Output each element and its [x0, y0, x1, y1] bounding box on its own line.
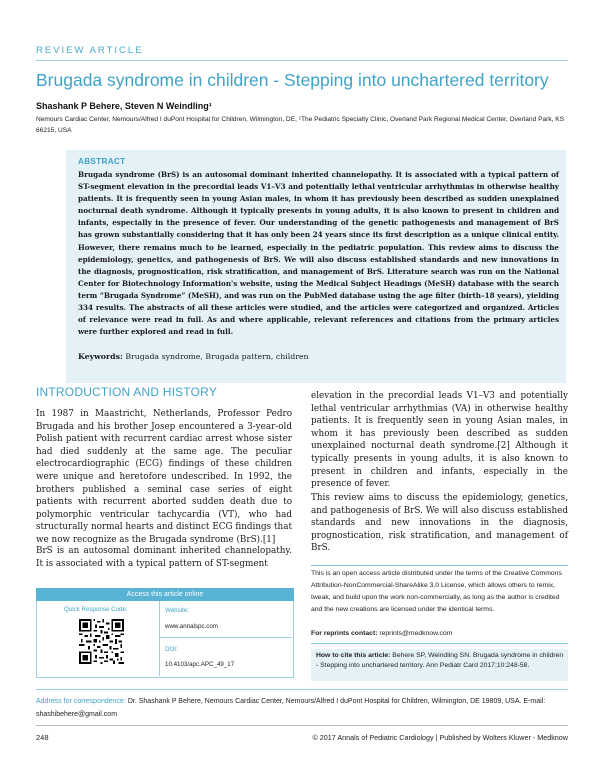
section-heading-introduction: INTRODUCTION AND HISTORY [36, 385, 218, 399]
reprints-email[interactable]: reprints@medknow.com [379, 630, 453, 637]
website-link[interactable]: www.annalspc.com [165, 623, 218, 630]
intro-paragraph-3: elevation in the precordial leads V1–V3 and potentially lethal ventricular arrhythmias (VA) in otherwise healthy patients. It is frequently seen in young Asian males, in whom it has previously been described as sudden unexplained nocturnal death syndrome.[2] Although it typically presents in young adults, it is also known to present in children and infants, especially in the presence of fever. [311, 391, 568, 490]
license-rule-top [311, 565, 568, 566]
intro-paragraph-1: In 1987 in Maastricht, Netherlands, Professor Pedro Brugada and his brother Josep encountered a 3-year-old Polish patient with recurrent cardiac arrest whose sister had died suddenly at the same age. The peculiar electrocardiographic (ECG) findings of these children were unique and heretofore undescribed. In 1992, the brothers published a seminal case series of eight patients with recurrent aborted sudden death due to polymorphic ventricular tachycardia (VT), who had structurally normal hearts and distinct ECG findings that we now recognize as the Brugada syndrome (BrS).[1] [36, 409, 292, 545]
license-text: This is an open access article distributed under the terms of the Creative Commons Attribution-NonCommercial-ShareAlike 3.0 License, which allows others to remix, tweak, and build upon the work non-commercially, as long as the author is credited and the new creations are licensed under the identical terms. [311, 570, 562, 613]
citation-text [316, 651, 566, 671]
doi-link[interactable]: 10.4103/apc.APC_49_17 [165, 661, 235, 668]
page-number: 248 [36, 733, 49, 742]
intro-paragraph-2: BrS is an autosomal dominant inherited channelopathy. It is associated with a typical pattern of ST-segment [36, 546, 292, 569]
footer-rule [36, 725, 568, 726]
license-rule-bottom [311, 643, 568, 644]
access-box-divider-horizontal [160, 637, 292, 638]
article-authors: Shashank P Behere, Steven N Weindling¹ [36, 101, 212, 111]
doi-label: DOI: [165, 646, 178, 653]
keywords-label: Keywords: [78, 352, 123, 361]
article-affiliations: Nemours Cardiac Center, Nemours/Alfred I duPont Hospital for Children, Wilmington, DE, ¹The Pediatric Specialty Clinic, Overland Park Regional Medical Center, Overland Park, KS 66215, USA [36, 116, 565, 135]
abstract-text: Brugada syndrome (BrS) is an autosomal dominant inherited channelopathy. It is associated with a typical pattern of ST-segment elevation in the precordial leads V1–V3 and potentially lethal ventricular arrhythmias in otherwise healthy patients. It is frequently seen in young Asian males, in whom it has previously been described as sudden unexplained nocturnal death syndrome. Although it typically presents in young adults, it is also known to present in children and infants, especially in the presence of fever. Our understanding of the genetic pathogenesis and management of BrS has grown substantially considering that it has only been 24 years since its first description as a unique clinical entity. However, there remains much to be learned, especially in the pediatric population. This review aims to discuss the epidemiology, genetics, and pathogenesis of BrS. We will also discuss established standards and new innovations in the diagnosis, prognostication, risk stratification, and management of BrS. Literature search was run on the National Center for Biotechnology Information's website, using the Medical Subject Headings (MeSH) database with the search term “Brugada Syndrome” (MeSH), and was run on the PubMed database using the age filter (birth–18 years), yielding 334 results. The abstracts of all these articles were studied, and the articles were categorized and organized. Articles of relevance were read in full. As and where applicable, relevant references and citations from the primary articles were further explored and read in full. [78, 170, 559, 337]
keywords-value: Brugada syndrome, Brugada pattern, children [125, 352, 309, 361]
article-title: Brugada syndrome in children - Stepping into unchartered territory [36, 70, 549, 90]
reprints-label: For reprints contact: [311, 630, 378, 637]
section-divider [36, 60, 568, 61]
website-label: Website: [165, 607, 189, 614]
section-tag: REVIEW ARTICLE [36, 45, 144, 56]
citation-label: How to cite this article: [316, 652, 391, 659]
qr-code-icon[interactable] [79, 619, 124, 664]
qr-code-label: Quick Response Code: [64, 606, 128, 613]
abstract-heading: ABSTRACT [78, 157, 126, 166]
intro-paragraph-4: This review aims to discuss the epidemiology, genetics, and pathogenesis of BrS. We will also discuss established standards and new innovations in the diagnosis, prognostication, risk stratification, and management of BrS. [311, 493, 568, 554]
reprints-line [311, 630, 568, 637]
access-article-heading: Access this article online [36, 588, 294, 601]
correspondence-label: Address for correspondence: [36, 698, 126, 705]
correspondence-rule [36, 689, 568, 690]
footer-publisher: © 2017 Annals of Pediatric Cardiology | Published by Wolters Kluwer - Medknow [312, 733, 568, 742]
citation-value: Behere SP, Weindling SN. Brugada syndrome in children - Stepping into unchartered territory. Ann Pediatr Card 2017;10:248-58. [316, 652, 564, 669]
keywords-line [78, 352, 559, 361]
correspondence-text: Dr. Shashank P Behere, Nemours Cardiac Center, Nemours/Alfred I duPont Hospital for Children, Wilmington, DE 19809, USA. E-mail: shashibehere@gmail.com [36, 698, 546, 718]
correspondence-address [36, 695, 568, 721]
access-box-divider-vertical [159, 601, 160, 676]
